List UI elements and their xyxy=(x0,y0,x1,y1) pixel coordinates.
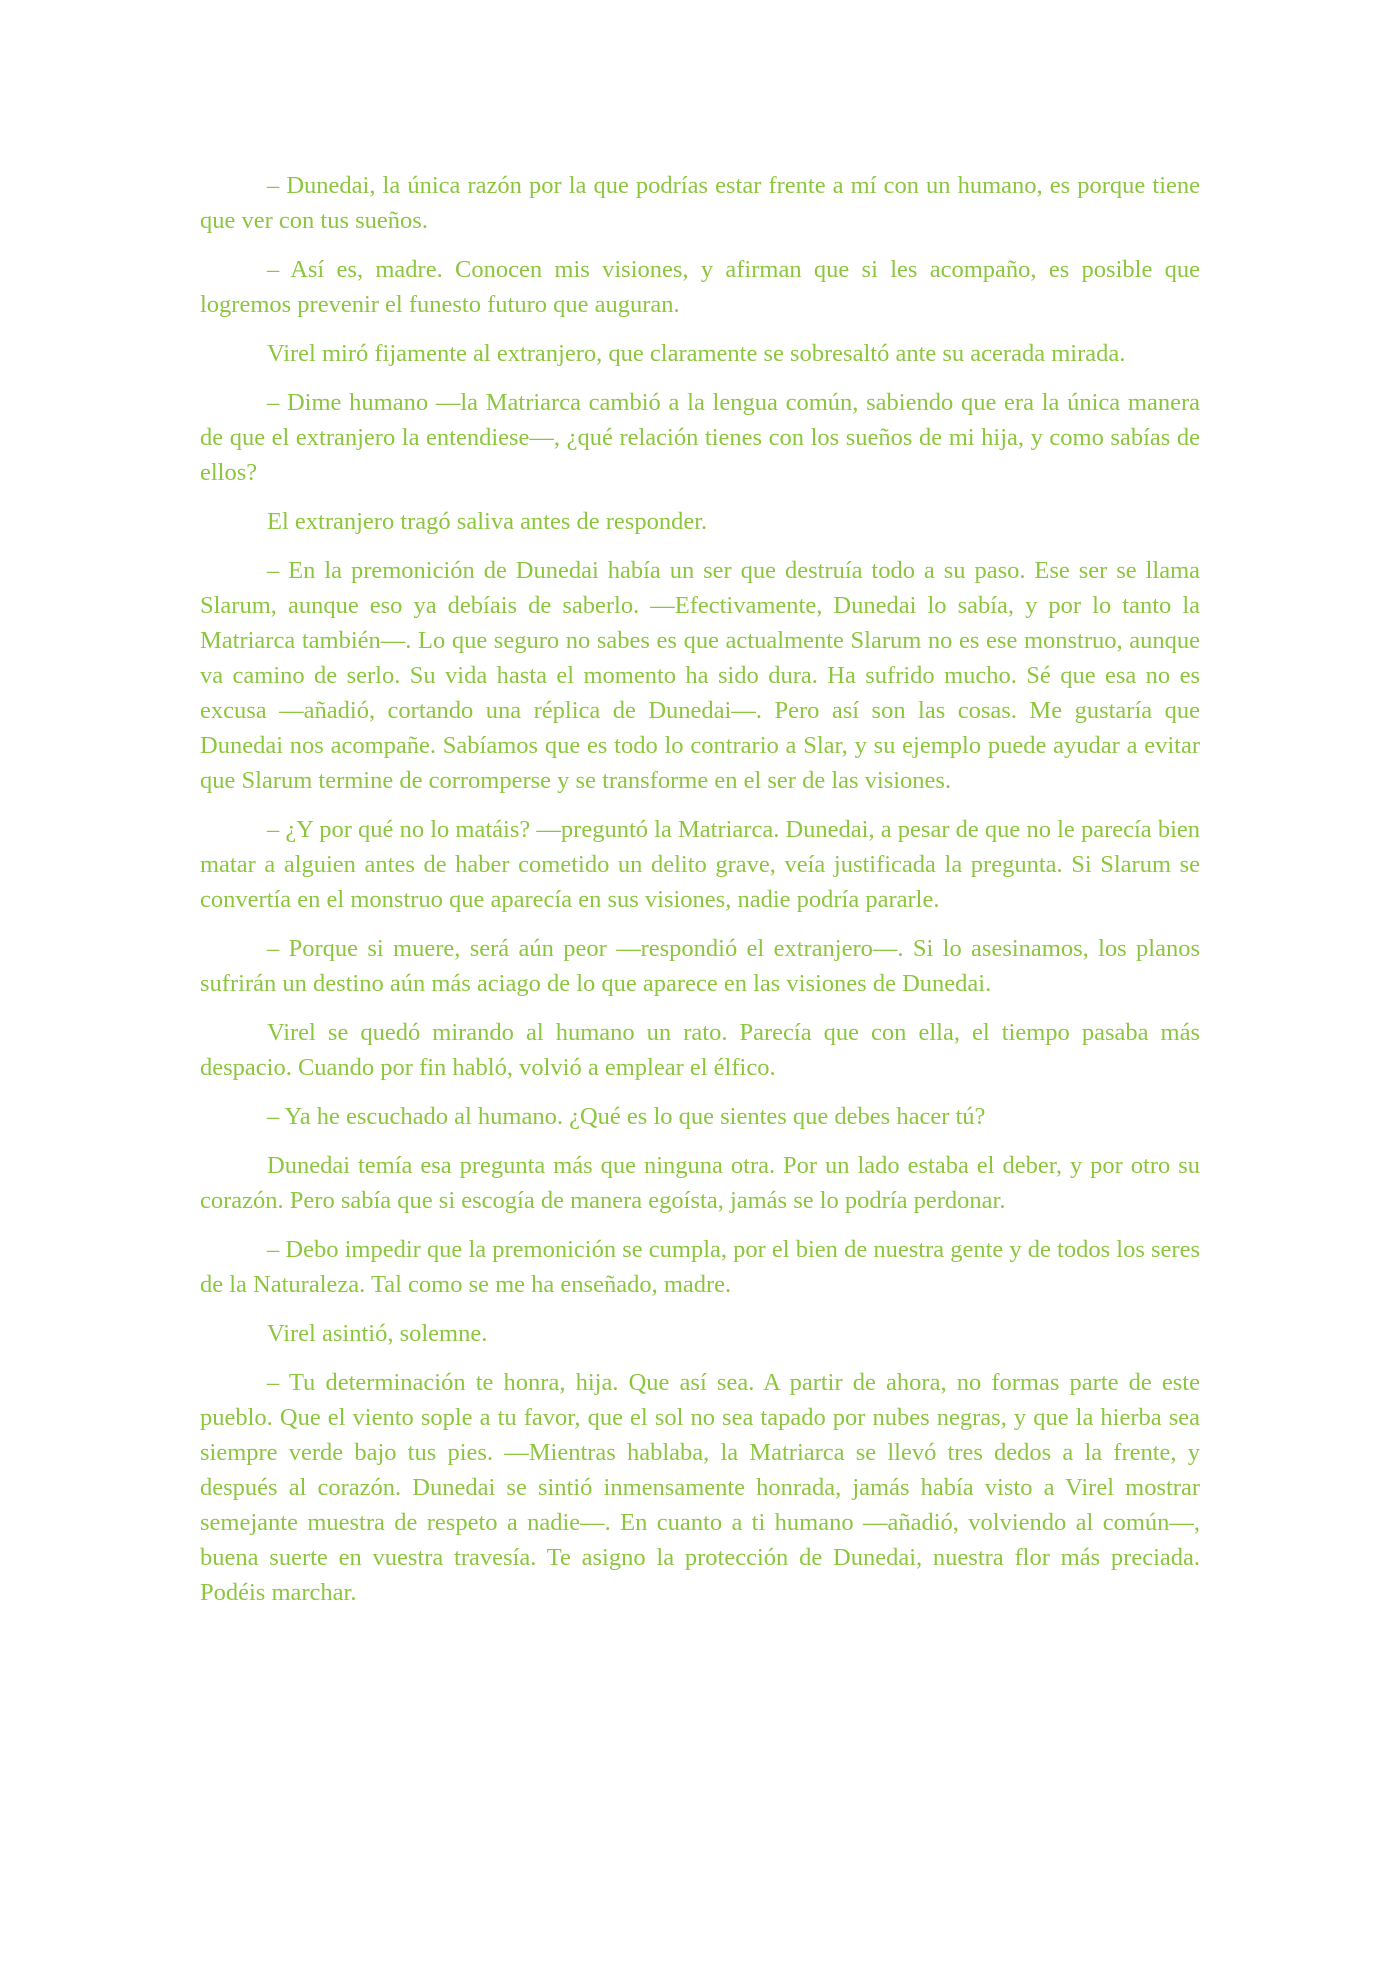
paragraph-9: Virel se quedó mirando al humano un rato. Parecía que con ella, el tiempo pasaba más despacio. Cuando por fin habló, volvió a emplear el élfico. xyxy=(200,1019,1200,1081)
paragraph-11: Dunedai temía esa pregunta más que ninguna otra. Por un lado estaba el deber, y por otro su corazón. Pero sabía que si escogía de manera egoísta, jamás se lo podría perdonar. xyxy=(200,1152,1200,1214)
paragraph-2: – Así es, madre. Conocen mis visiones, y afirman que si les acompaño, es posible que logremos prevenir el funesto futuro que auguran. xyxy=(200,256,1200,318)
paragraph-13: Virel asintió, solemne. xyxy=(267,1320,488,1347)
paragraph-4: – Dime humano —la Matriarca cambió a la lengua común, sabiendo que era la única manera de que el extranjero la entendiese—, ¿qué relación tienes con los sueños de mi hija, y como sabías de ellos? xyxy=(200,389,1200,486)
page-body xyxy=(200,168,1200,1624)
paragraph-8: – Porque si muere, será aún peor —respondió el extranjero—. Si lo asesinamos, los planos sufrirán un destino aún más aciago de lo que aparece en las visiones de Dunedai. xyxy=(200,935,1200,997)
paragraph-6: – En la premonición de Dunedai había un ser que destruía todo a su paso. Ese ser se llama Slarum, aunque eso ya debíais de saberlo. —Efectivamente, Dunedai lo sabía, y por lo tanto la Matriarca también—. Lo que seguro no sabes es que actualmente Slarum no es ese monstruo, aunque va camino de serlo. Su vida hasta el momento ha sido dura. Ha sufrido mucho. Sé que esa no es excusa —añadió, cortando una réplica de Dunedai—. Pero así son las cosas. Me gustaría que Dunedai nos acompañe. Sabíamos que es todo lo contrario a Slar, y su ejemplo puede ayudar a evitar que Slarum termine de corromperse y se transforme en el ser de las visiones. xyxy=(200,557,1200,794)
paragraph-10: – Ya he escuchado al humano. ¿Qué es lo que sientes que debes hacer tú? xyxy=(267,1103,986,1130)
paragraph-5: El extranjero tragó saliva antes de responder. xyxy=(267,508,708,535)
paragraph-3: Virel miró fijamente al extranjero, que claramente se sobresaltó ante su acerada mirada. xyxy=(267,340,1126,367)
paragraph-7: – ¿Y por qué no lo matáis? —preguntó la Matriarca. Dunedai, a pesar de que no le parecía bien matar a alguien antes de haber cometido un delito grave, veía justificada la pregunta. Si Slarum se convertía en el monstruo que aparecía en sus visiones, nadie podría pararle. xyxy=(200,816,1200,913)
paragraph-12: – Debo impedir que la premonición se cumpla, por el bien de nuestra gente y de todos los seres de la Naturaleza. Tal como se me ha enseñado, madre. xyxy=(200,1236,1200,1298)
paragraph-14: – Tu determinación te honra, hija. Que así sea. A partir de ahora, no formas parte de este pueblo. Que el viento sople a tu favor, que el sol no sea tapado por nubes negras, y que la hierba sea siempre verde bajo tus pies. —Mientras hablaba, la Matriarca se llevó tres dedos a la frente, y después al corazón. Dunedai se sintió inmensamente honrada, jamás había visto a Virel mostrar semejante muestra de respeto a nadie—. En cuanto a ti humano —añadió, volviendo al común—, buena suerte en vuestra travesía. Te asigno la protección de Dunedai, nuestra flor más preciada. Podéis marchar. xyxy=(200,1369,1200,1606)
paragraph-1: – Dunedai, la única razón por la que podrías estar frente a mí con un humano, es porque tiene que ver con tus sueños. xyxy=(200,172,1200,234)
